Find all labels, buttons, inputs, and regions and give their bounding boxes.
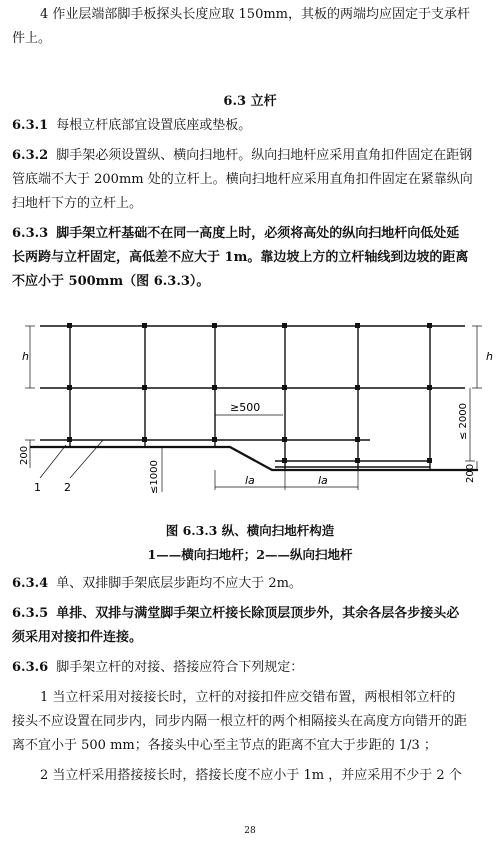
clause-6-3-5-line2: 须采用对接扣件连接。: [12, 630, 143, 645]
clause-6-3-2-line1: [12, 147, 472, 164]
clause-text: 每根立杆底部宜设置底座或垫板。: [56, 118, 252, 133]
clause-6-3-2-line3: 扫地杆下方的立杆上。: [12, 196, 143, 211]
clause-number: 6.3.2: [12, 148, 49, 163]
clause-number: 6.3.3: [12, 226, 49, 241]
dim-label-le1000: ≤1000: [149, 460, 160, 494]
dim-label-200-left: 200: [19, 445, 30, 465]
clause-6-3-1: [12, 117, 251, 134]
dim-label-200-right: 200: [465, 463, 476, 483]
item-1-line3: 离不宜小于 500 mm；各接头中心至主节点的距离不宜大于步距的 1/3 ；: [12, 738, 437, 753]
section-title: 6.3 立杆: [223, 94, 277, 109]
item-1-line2: 接头不应设置在同步内，同步内隔一根立杆的两个相隔接头在高度方向错开的距: [12, 714, 468, 729]
callout-2: 2: [64, 481, 71, 494]
clause-6-3-3-line1: [12, 225, 459, 242]
clause-number: 6.3.1: [12, 118, 49, 133]
clause-6-3-6: [12, 659, 303, 676]
dim-label-h-left: h: [22, 350, 29, 363]
clause-text: 单、双排脚手架底层步距均不应大于 2m。: [56, 576, 302, 591]
callout-1: 1: [34, 481, 41, 494]
clause-6-3-4: [12, 575, 302, 592]
dim-label-la-2: la: [318, 474, 328, 487]
para4-line1: 4 作业层端部脚手板探头长度应取 150mm，其板的两端均应固定于支承杆: [40, 7, 471, 22]
dim-label-h-right: h: [486, 350, 493, 363]
clause-number: 6.3.6: [12, 660, 49, 675]
clause-text: 脚手架必须设置纵、横向扫地杆。纵向扫地杆应采用直角扣件固定在距钢: [56, 148, 473, 163]
clause-text: 单排、双排与满堂脚手架立杆接长除顶层顶步外，其余各层各步接头必: [56, 606, 460, 621]
page-number: 28: [244, 826, 256, 836]
scaffold-sweep-rod-figure: [0, 308, 500, 508]
item-1-line1: 1 当立杆采用对接接长时，立杆的对接扣件应交错布置，两根相邻立杆的: [40, 690, 456, 705]
figure-legend: 1——横向扫地杆；2——纵向扫地杆: [147, 547, 353, 562]
clause-6-3-2-line2: 管底端不大于 200mm 处的立杆上。横向扫地杆应采用直角扣件固定在紧靠纵向: [12, 172, 473, 187]
dim-label-la-1: la: [245, 474, 255, 487]
clause-6-3-3-line3: 不应小于 500mm（图 6.3.3）。: [12, 274, 210, 289]
clause-number: 6.3.4: [12, 576, 49, 591]
dim-label-ge500: ≥500: [230, 401, 261, 414]
clause-6-3-3-line2: 长两跨与立杆固定，高低差不应大于 1m。靠边坡上方的立杆轴线到边坡的距离: [12, 250, 469, 265]
para4-line2: 件上。: [12, 31, 52, 46]
clause-6-3-5-line1: [12, 605, 459, 622]
clause-number: 6.3.5: [12, 606, 49, 621]
dim-label-le2000: ≤ 2000: [458, 402, 469, 440]
item-2-line1: 2 当立杆采用搭接接长时，搭接长度不应小于 1m ，并应采用不少于 2 个: [40, 768, 462, 783]
clause-text: 脚手架立杆基础不在同一高度上时，必须将高处的纵向扫地杆向低处延: [56, 226, 460, 241]
clause-text: 脚手架立杆的对接、搭接应符合下列规定：: [56, 660, 304, 675]
figure-caption: 图 6.3.3 纵、横向扫地杆构造: [165, 523, 335, 538]
